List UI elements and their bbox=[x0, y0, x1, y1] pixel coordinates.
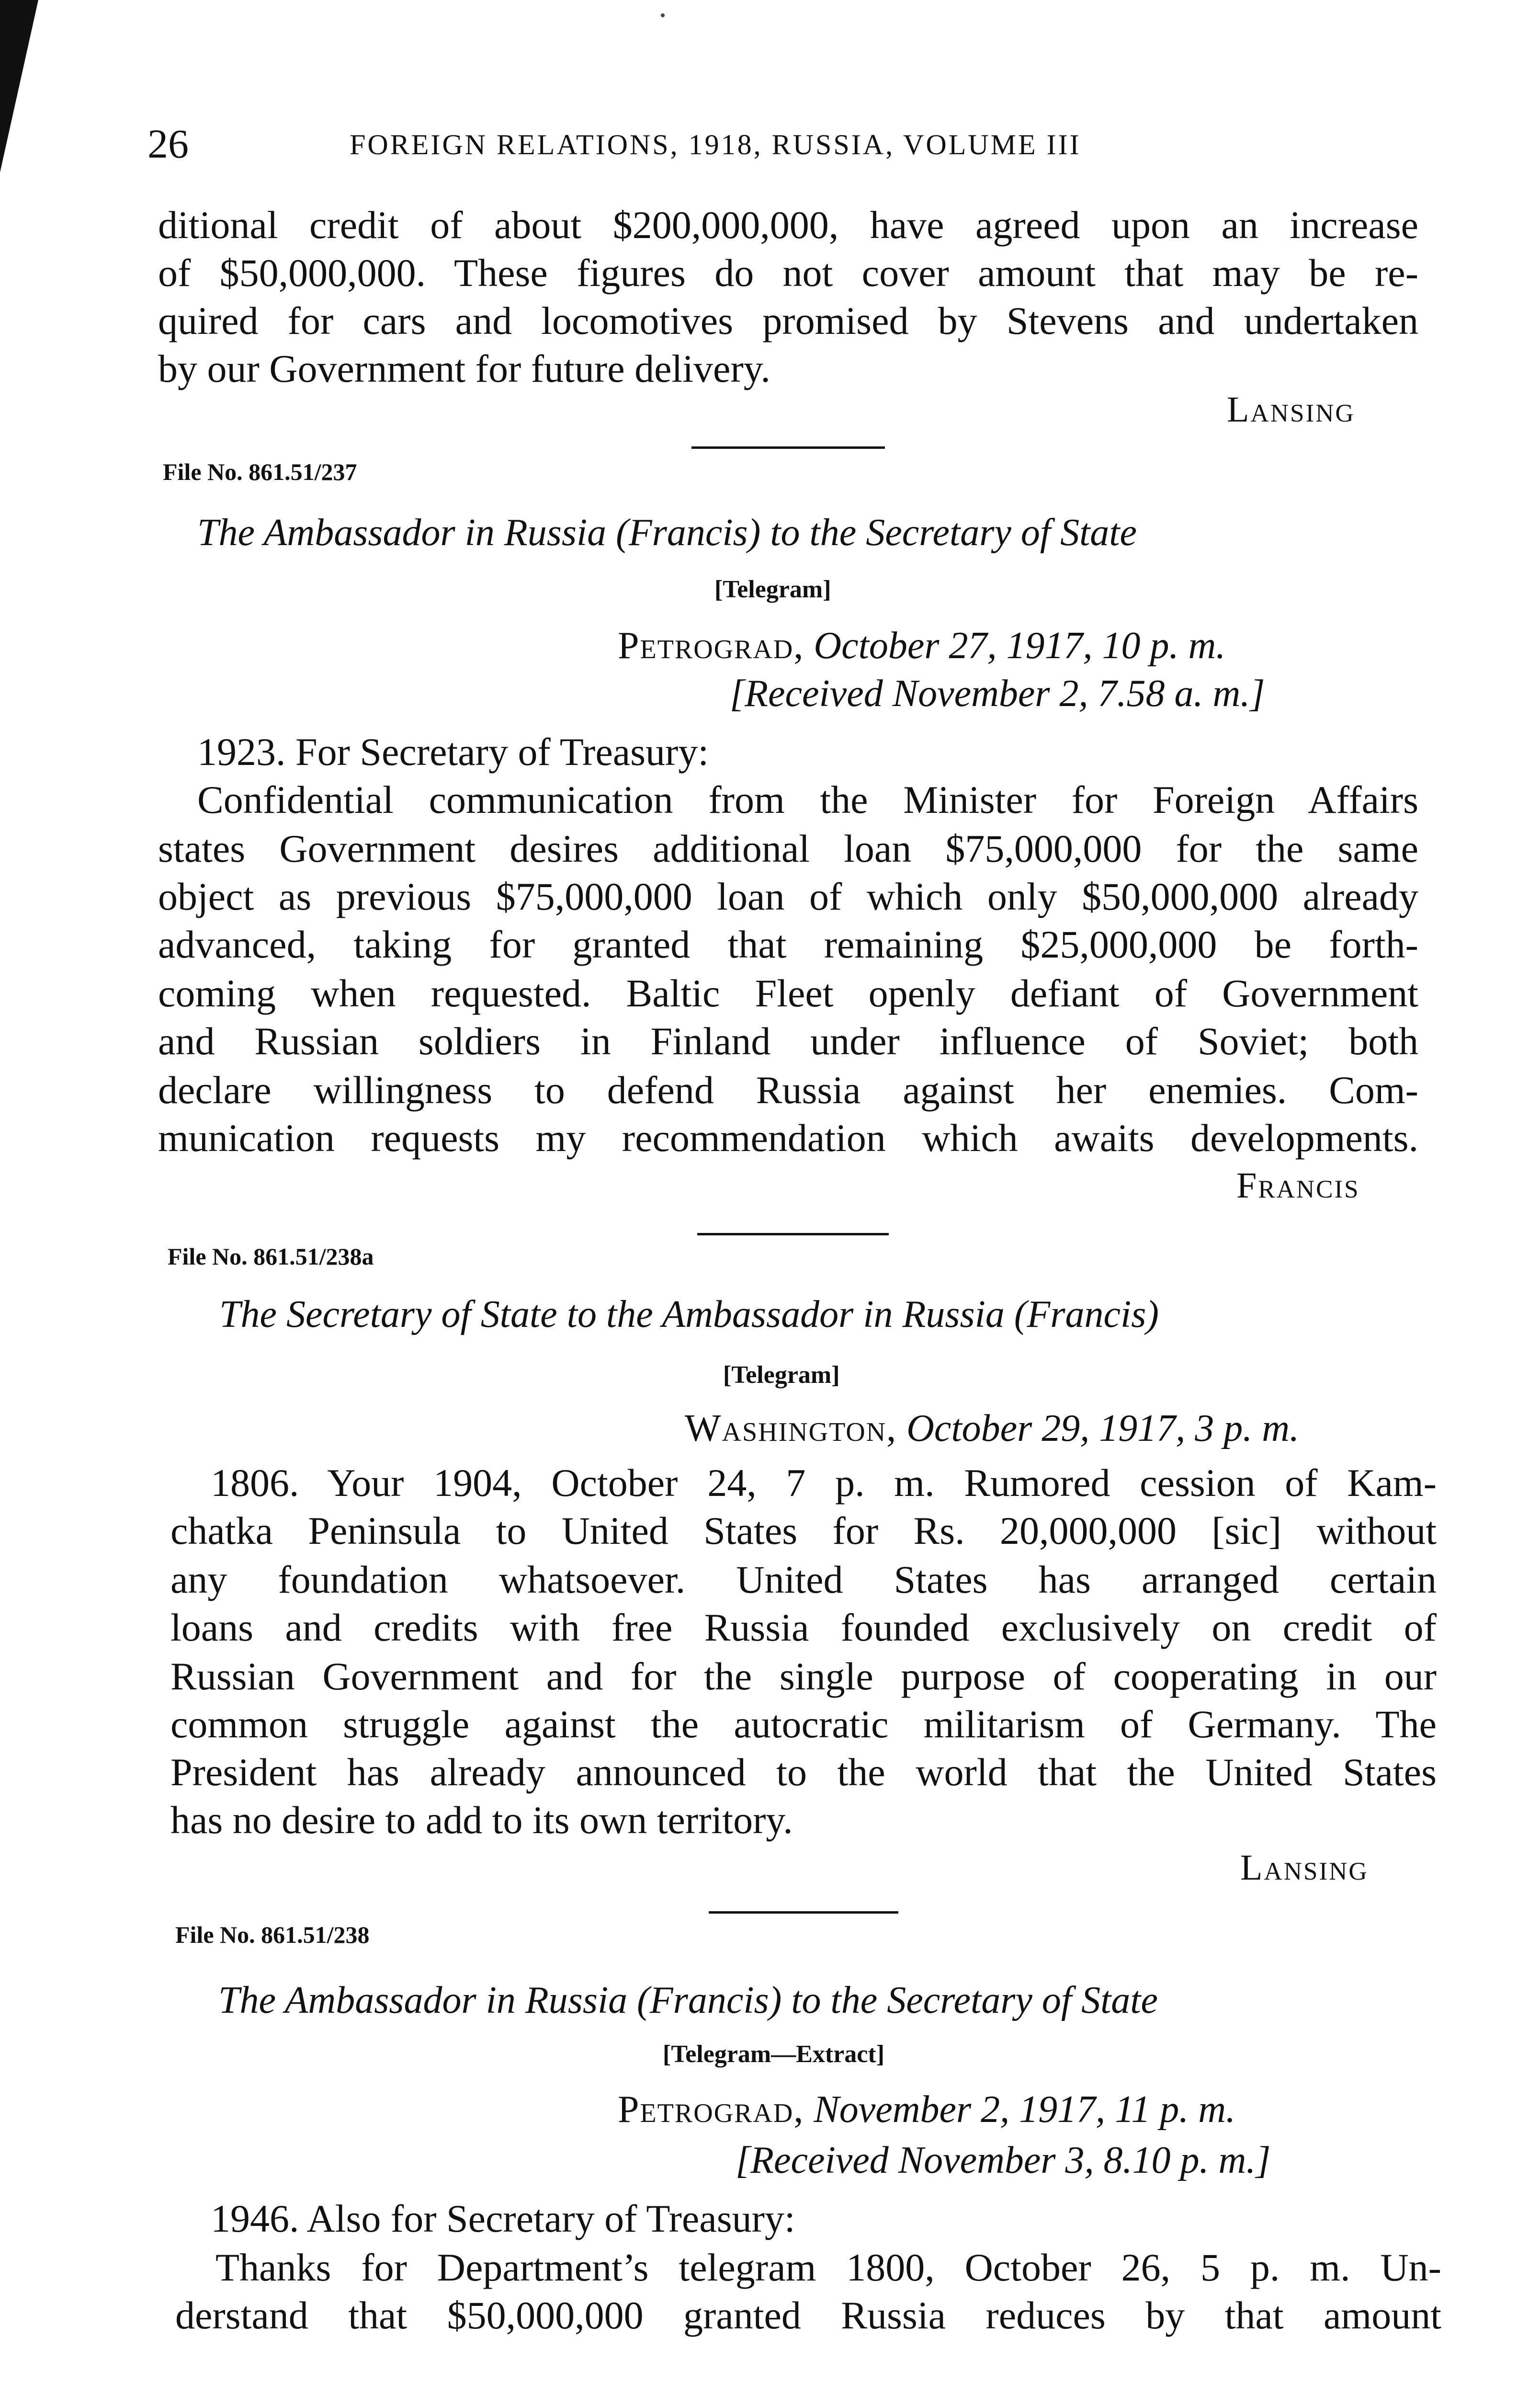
received-note: [Received November 3, 8.10 p. m.] bbox=[736, 2139, 1271, 2181]
intro-line: ditional credit of about $200,000,000, have agreed upon an increase bbox=[158, 203, 1418, 247]
dateline-time: October 27, 1917, 10 p. m. bbox=[814, 625, 1226, 667]
dateline-place: Petrograd, bbox=[618, 625, 804, 667]
dateline-place: Petrograd, bbox=[618, 2088, 804, 2131]
dateline-place: Washington, bbox=[685, 1407, 897, 1449]
scan-corner-mark bbox=[0, 0, 38, 172]
message-line: Thanks for Department’s telegram 1800, October 26, 5 p. m. Un- bbox=[215, 2246, 1441, 2289]
section-divider bbox=[709, 1911, 898, 1914]
message-line: Confidential communication from the Minister for Foreign Affairs bbox=[197, 778, 1418, 821]
intro-line: quired for cars and locomotives promised by Stevens and undertaken bbox=[158, 299, 1418, 342]
message-line: any foundation whatsoever. United States has arranged certain bbox=[170, 1558, 1437, 1601]
dateline bbox=[618, 2086, 1235, 2133]
intro-line: of $50,000,000. These figures do not cover amount that may be re- bbox=[158, 251, 1418, 295]
message-line: and Russian soldiers in Finland under influence of Soviet; both bbox=[158, 1019, 1418, 1063]
message-line: object as previous $75,000,000 loan of which only $50,000,000 already bbox=[158, 875, 1418, 918]
running-title: FOREIGN RELATIONS, 1918, RUSSIA, VOLUME III bbox=[350, 129, 1081, 160]
dateline bbox=[685, 1404, 1299, 1452]
document-heading: The Ambassador in Russia (Francis) to the Secretary of State bbox=[197, 512, 1137, 554]
message-line: Russian Government and for the single purpose of cooperating in our bbox=[170, 1654, 1437, 1698]
message-line: states Government desires additional loan $75,000,000 for the same bbox=[158, 827, 1418, 870]
document-heading: The Secretary of State to the Ambassador in Russia (Francis) bbox=[219, 1293, 1159, 1335]
message-line: has no desire to add to its own territory. bbox=[170, 1798, 793, 1842]
message-line: common struggle against the autocratic militarism of Germany. The bbox=[170, 1702, 1437, 1746]
signature: Francis bbox=[1236, 1165, 1360, 1206]
signature: Lansing bbox=[1240, 1848, 1369, 1888]
dateline-time: October 29, 1917, 3 p. m. bbox=[906, 1407, 1300, 1449]
file-number: File No. 861.51/238a bbox=[168, 1243, 374, 1270]
message-opening: 1946. Also for Secretary of Treasury: bbox=[211, 2197, 795, 2240]
message-line: 1806. Your 1904, October 24, 7 p. m. Rumored cession of Kam- bbox=[211, 1461, 1437, 1505]
telegram-label: [Telegram—Extract] bbox=[663, 2041, 885, 2068]
received-note: [Received November 2, 7.58 a. m.] bbox=[730, 673, 1265, 715]
section-divider bbox=[691, 446, 885, 449]
section-divider bbox=[697, 1233, 889, 1235]
message-line: coming when requested. Baltic Fleet openly defiant of Government bbox=[158, 971, 1418, 1015]
message-opening: 1923. For Secretary of Treasury: bbox=[197, 730, 709, 774]
message-line: loans and credits with free Russia founded exclusively on credit of bbox=[170, 1606, 1437, 1649]
telegram-label: [Telegram] bbox=[723, 1361, 840, 1389]
dateline-time: November 2, 1917, 11 p. m. bbox=[814, 2088, 1235, 2131]
message-line: advanced, taking for granted that remaining $25,000,000 be forth- bbox=[158, 923, 1418, 966]
intro-line: by our Government for future delivery. bbox=[158, 347, 770, 390]
message-line: derstand that $50,000,000 granted Russia reduces by that amount bbox=[175, 2293, 1441, 2337]
scan-speck bbox=[661, 13, 665, 17]
message-line: munication requests my recommendation which awaits developments. bbox=[158, 1116, 1418, 1160]
page-number: 26 bbox=[147, 121, 189, 167]
document-heading: The Ambassador in Russia (Francis) to the Secretary of State bbox=[218, 1979, 1158, 2021]
file-number: File No. 861.51/237 bbox=[163, 458, 357, 485]
dateline bbox=[618, 622, 1225, 670]
message-line: chatka Peninsula to United States for Rs. 20,000,000 [sic] without bbox=[170, 1509, 1437, 1552]
file-number: File No. 861.51/238 bbox=[175, 1921, 370, 1948]
intro-signature: Lansing bbox=[1227, 389, 1355, 430]
telegram-label: [Telegram] bbox=[714, 576, 831, 603]
message-line: declare willingness to defend Russia against her enemies. Com- bbox=[158, 1068, 1418, 1112]
message-line: President has already announced to the world that the United States bbox=[170, 1750, 1437, 1794]
